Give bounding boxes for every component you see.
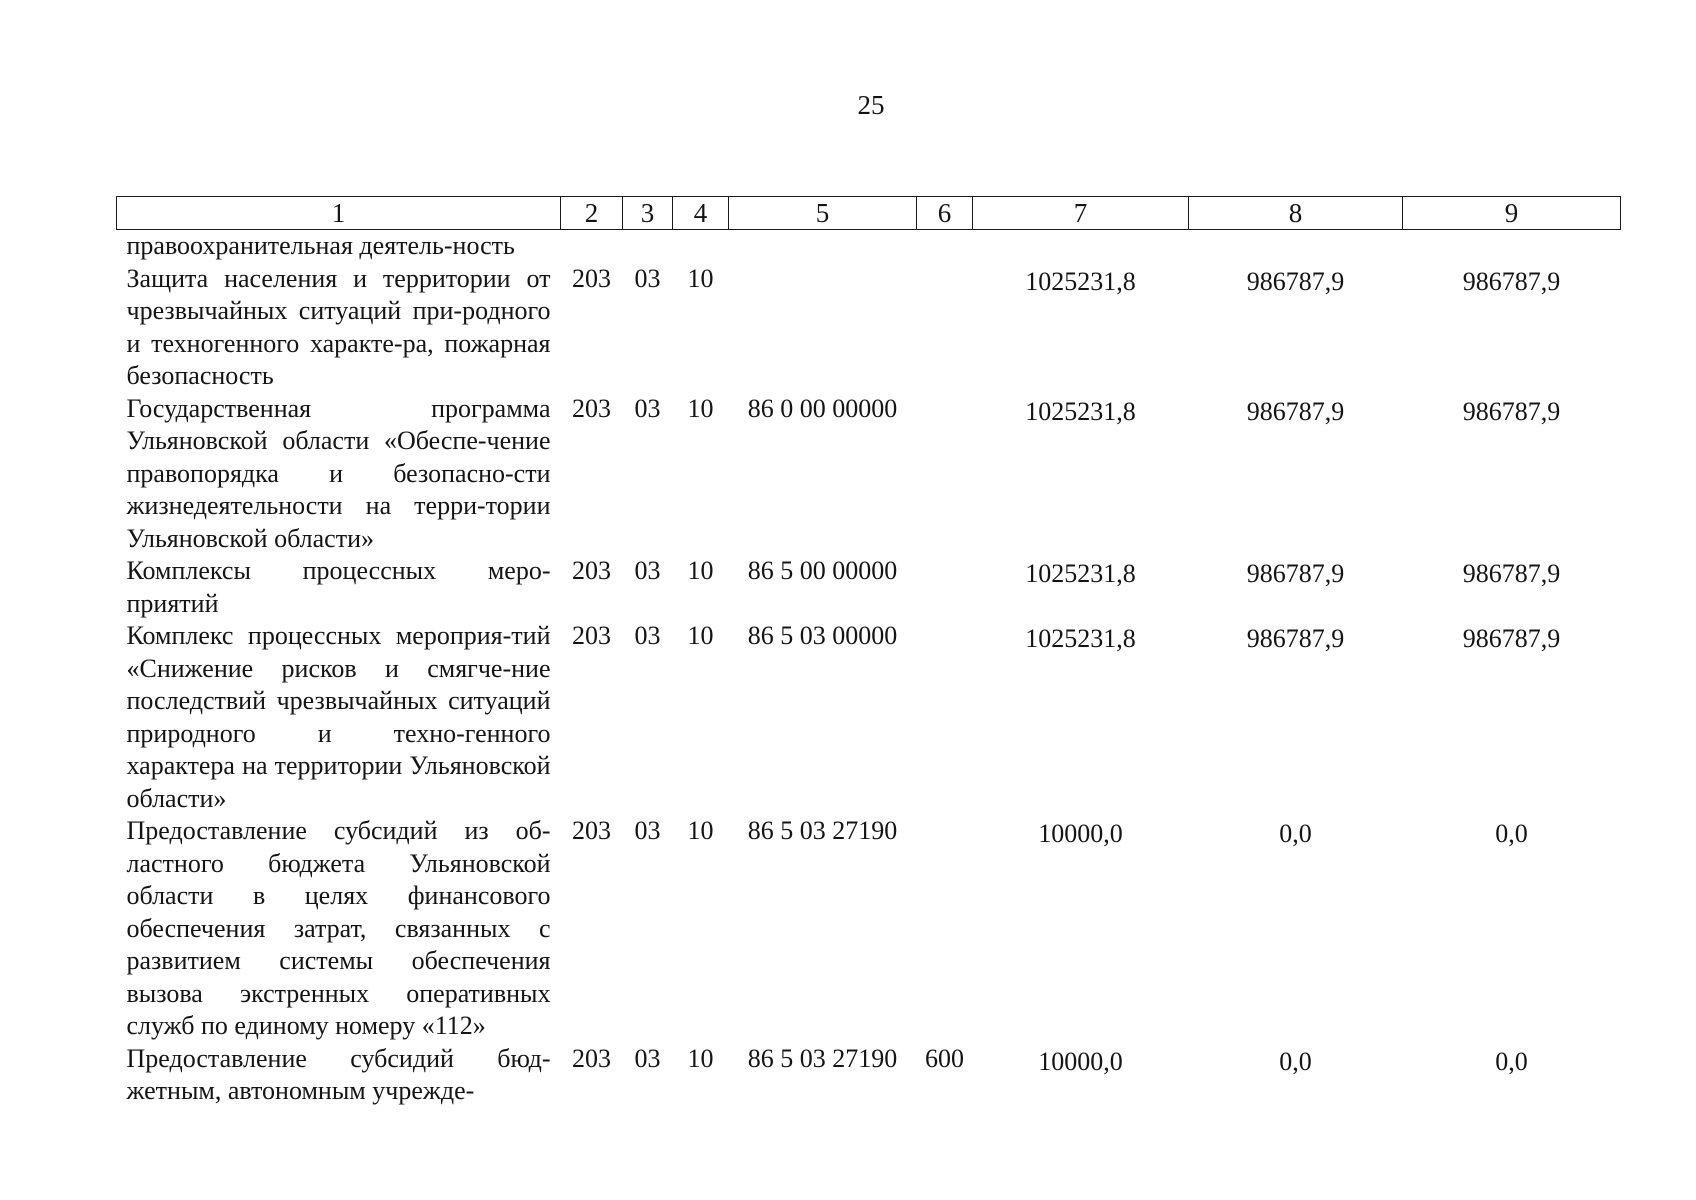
row-target-article: 86 5 03 27190 [747, 1043, 898, 1073]
table-row [117, 620, 1621, 815]
row-amount-col7: 10000,0 [1038, 819, 1123, 848]
row-amount-col9 [1403, 230, 1621, 263]
row-amount-col9: 986787,9 [1462, 396, 1561, 426]
row-section-code: 03 [634, 393, 661, 423]
row-amount-col7: 1025231,8 [1025, 266, 1136, 296]
row-amount-col8: 0,0 [1279, 819, 1312, 848]
row-amount-col7: 1025231,8 [1025, 396, 1136, 426]
header-cell-5: 5 [729, 197, 917, 230]
table-row [117, 393, 1621, 556]
row-target-article [729, 263, 917, 393]
row-amount-col8: 986787,9 [1246, 559, 1345, 588]
row-amount-col8: 986787,9 [1246, 396, 1345, 426]
table-row [117, 1043, 1621, 1108]
page-number: 25 [857, 90, 885, 120]
row-name: Предоставление субсидий из об-ластного бюджета Ульяновской области в целях финансового обеспечения затрат, связанных с развитием системы обеспечения вызова экстренных оперативных служб по единому номеру «112» [126, 816, 551, 1040]
table-row [117, 230, 1621, 263]
header-cell-8: 8 [1189, 197, 1403, 230]
row-section-code [623, 230, 673, 263]
budget-table [116, 196, 1621, 1108]
header-cell-4: 4 [673, 197, 729, 230]
row-amount-col7: 10000,0 [1038, 1046, 1123, 1076]
header-cell-2: 2 [561, 197, 623, 230]
row-amount-col8: 986787,9 [1246, 624, 1345, 653]
table-body [117, 230, 1621, 1108]
row-expense-type [917, 230, 973, 263]
table-header [117, 197, 1621, 230]
header-cell-6: 6 [917, 197, 973, 230]
row-expense-type [917, 393, 973, 556]
header-cell-1: 1 [117, 197, 561, 230]
row-amount-col9: 0,0 [1495, 819, 1528, 848]
row-expense-type [917, 263, 973, 393]
row-section-code: 03 [634, 816, 661, 845]
table-row [117, 263, 1621, 393]
table-row [117, 555, 1621, 620]
row-section-code: 03 [634, 1043, 661, 1073]
row-expense-type [917, 815, 973, 1043]
row-target-article: 86 5 03 27190 [747, 816, 898, 845]
row-amount-col7: 1025231,8 [1025, 624, 1136, 653]
row-subsection-code: 10 [687, 816, 714, 845]
row-section-code: 03 [634, 263, 661, 293]
row-section-code: 03 [634, 556, 661, 585]
row-subsection-code: 10 [687, 621, 714, 650]
row-target-article [729, 230, 917, 263]
row-subsection-code [673, 230, 729, 263]
row-grbs-code: 203 [572, 1043, 611, 1073]
row-amount-col7: 1025231,8 [1025, 559, 1136, 588]
row-subsection-code: 10 [687, 1043, 714, 1073]
row-name: правоохранительная деятель-ность [126, 231, 515, 260]
row-target-article: 86 5 00 00000 [747, 556, 898, 585]
row-name: Предоставление субсидий бюд-жетным, автономным учрежде- [126, 1043, 551, 1105]
row-grbs-code: 203 [572, 816, 611, 845]
row-amount-col8 [1189, 230, 1403, 263]
row-subsection-code: 10 [687, 393, 714, 423]
row-expense-type: 600 [925, 1043, 964, 1073]
row-amount-col9: 0,0 [1495, 1046, 1528, 1076]
row-grbs-code: 203 [572, 393, 611, 423]
row-name: Защита населения и территории от чрезвычайных ситуаций при-родного и техногенного характе-ра, пожарная безопасность [126, 263, 551, 390]
row-amount-col8: 0,0 [1279, 1046, 1312, 1076]
row-grbs-code [561, 230, 623, 263]
row-name: Комплексы процессных меро-приятий [126, 556, 551, 618]
header-cell-9: 9 [1403, 197, 1621, 230]
row-expense-type [917, 555, 973, 620]
row-amount-col8: 986787,9 [1246, 266, 1345, 296]
row-grbs-code: 203 [572, 621, 611, 650]
row-amount-col9: 986787,9 [1462, 559, 1561, 588]
row-target-article: 86 5 03 00000 [747, 621, 898, 650]
header-cell-7: 7 [973, 197, 1189, 230]
row-target-article: 86 0 00 00000 [747, 393, 898, 423]
row-name: Государственная программа Ульяновской области «Обеспе-чение правопорядка и безопасно-сти жизнедеятельности на терри-тории Ульяновской области» [126, 393, 551, 553]
row-name: Комплекс процессных мероприя-тий «Снижение рисков и смягче-ние последствий чрезвычайных ситуаций природного и техно-генного характера на территории Ульяновской области» [126, 621, 551, 813]
row-amount-col9: 986787,9 [1462, 624, 1561, 653]
row-amount-col9: 986787,9 [1462, 266, 1561, 296]
header-row [117, 197, 1621, 230]
row-section-code: 03 [634, 621, 661, 650]
header-cell-3: 3 [623, 197, 673, 230]
row-grbs-code: 203 [572, 556, 611, 585]
row-grbs-code: 203 [572, 263, 611, 293]
table-row [117, 815, 1621, 1043]
row-subsection-code: 10 [687, 556, 714, 585]
row-subsection-code: 10 [687, 263, 714, 293]
row-amount-col7 [973, 230, 1189, 263]
row-expense-type [917, 620, 973, 815]
